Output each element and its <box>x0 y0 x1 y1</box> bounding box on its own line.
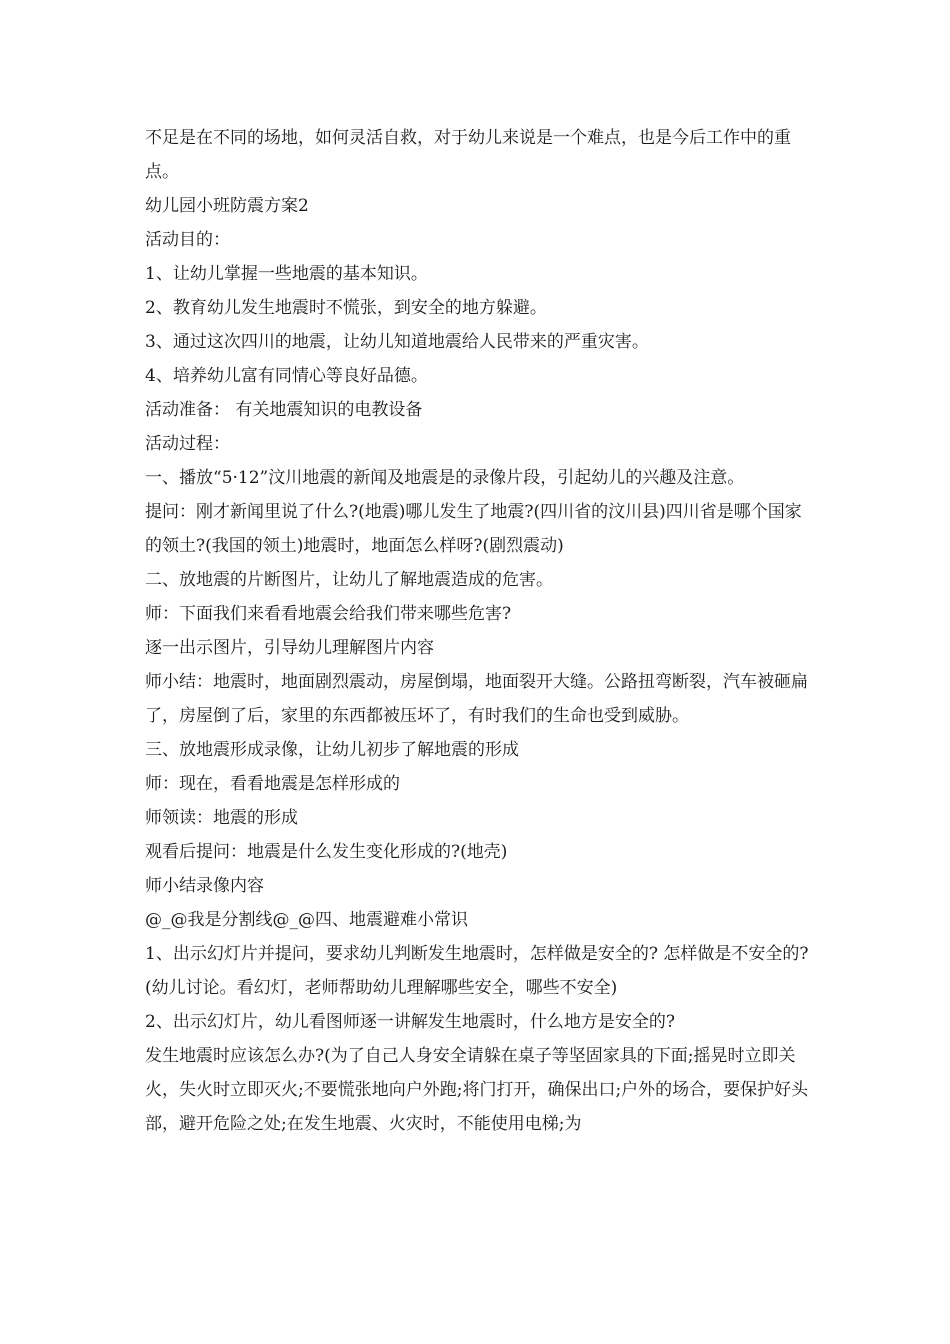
paragraph-22: 1、出示幻灯片并提问，要求幼儿判断发生地震时，怎样做是安全的? 怎样做是不安全的? (幼儿讨论。看幻灯，老师帮助幼儿理解哪些安全，哪些不安全) <box>145 944 809 998</box>
section-title: 幼儿园小班防震方案2 <box>145 196 309 216</box>
paragraph-20: 师小结录像内容 <box>145 876 264 896</box>
document-page <box>145 121 815 1141</box>
paragraph-24: 发生地震时应该怎么办?(为了自己人身安全请躲在桌子等坚固家具的下面;摇晃时立即关火，失火时立即灭火;不要慌张地向户外跑;将门打开，确保出口;户外的场合，要保护好头部，避开危险之处;在发生地震、火灾时，不能使用电梯;为 <box>145 1046 809 1134</box>
paragraph-11: 提问：刚才新闻里说了什么?(地震)哪儿发生了地震?(四川省的汶川县)四川省是哪个国家的领土?(我国的领土)地震时，地面怎么样呀?(剧烈震动) <box>145 502 802 556</box>
paragraph-12: 二、放地震的片断图片，让幼儿了解地震造成的危害。 <box>145 570 553 590</box>
paragraph-18: 师领读：地震的形成 <box>145 808 298 828</box>
paragraph-16: 三、放地震形成录像，让幼儿初步了解地震的形成 <box>145 740 519 760</box>
paragraph-17: 师：现在，看看地震是怎样形成的 <box>145 774 400 794</box>
paragraph-5: 2、教育幼儿发生地震时不慌张，到安全的地方躲避。 <box>145 298 547 318</box>
paragraph-1: 不足是在不同的场地，如何灵活自救，对于幼儿来说是一个难点，也是今后工作中的重点。 <box>145 128 791 182</box>
paragraph-21: @_@我是分割线@_@四、地震避难小常识 <box>145 910 468 930</box>
paragraph-3: 活动目的： <box>145 230 230 250</box>
paragraph-4: 1、让幼儿掌握一些地震的基本知识。 <box>145 264 428 284</box>
paragraph-10: 一、播放“5·12”汶川地震的新闻及地震是的录像片段，引起幼儿的兴趣及注意。 <box>145 468 745 488</box>
paragraph-15: 师小结：地震时，地面剧烈震动，房屋倒塌，地面裂开大缝。公路扭弯断裂，汽车被砸扁了，房屋倒了后，家里的东西都被压坏了，有时我们的生命也受到威胁。 <box>145 672 808 726</box>
paragraph-9: 活动过程： <box>145 434 230 454</box>
paragraph-13: 师：下面我们来看看地震会给我们带来哪些危害? <box>145 604 512 624</box>
paragraph-14: 逐一出示图片，引导幼儿理解图片内容 <box>145 638 434 658</box>
paragraph-6: 3、通过这次四川的地震，让幼儿知道地震给人民带来的严重灾害。 <box>145 332 649 352</box>
paragraph-23: 2、出示幻灯片，幼儿看图师逐一讲解发生地震时，什么地方是安全的? <box>145 1012 675 1032</box>
paragraph-7: 4、培养幼儿富有同情心等良好品德。 <box>145 366 428 386</box>
paragraph-19: 观看后提问：地震是什么发生变化形成的?(地壳) <box>145 842 508 862</box>
paragraph-8: 活动准备： 有关地震知识的电教设备 <box>145 400 423 420</box>
